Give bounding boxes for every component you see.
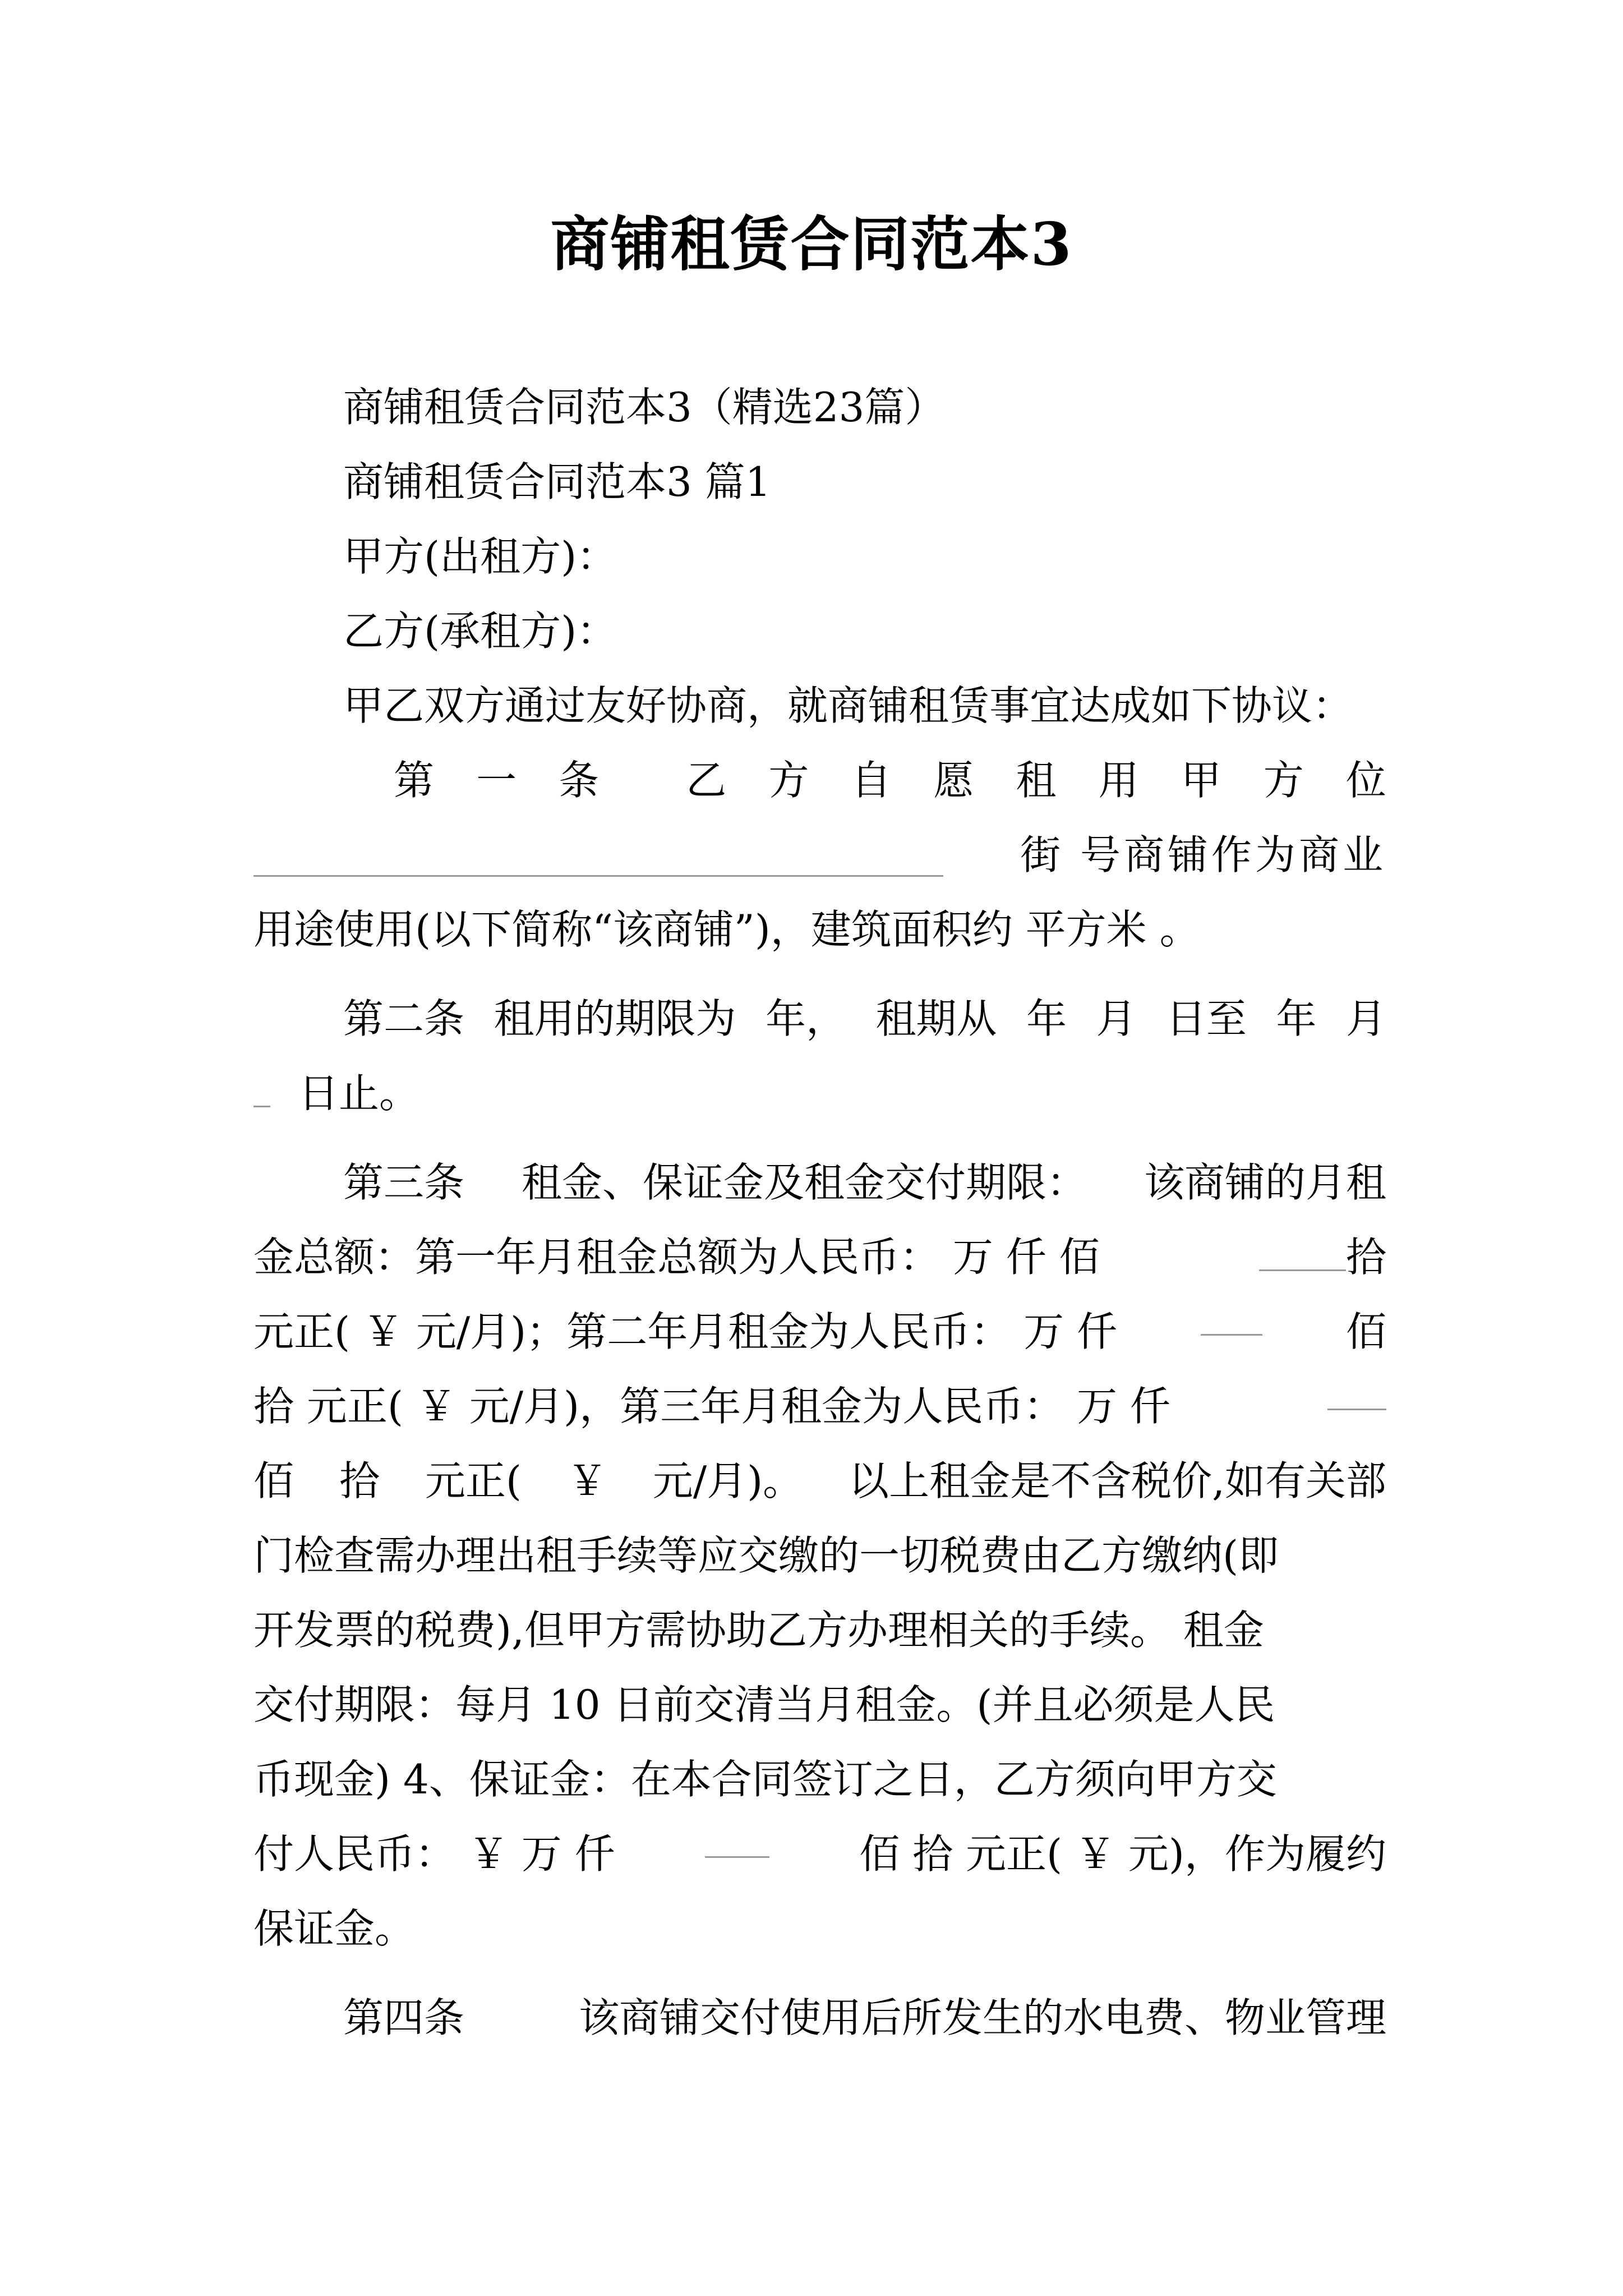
article-3-word: 第三条 [343,1159,465,1206]
article-3-text-end [1259,1220,1386,1295]
article-1-line-3: 用途使用(以下简称“该商铺”)，建筑面积约 平方米 。 [253,906,1200,953]
party-a-line: 甲方(出租方)： [343,533,617,580]
blank-underline [1259,1230,1346,1271]
article-1-line-2 [253,818,1386,892]
article-2-word: 日至 [1165,995,1247,1042]
article-4-word: 该商铺交付使用后所发生的水电费、物业管理 [578,1994,1386,2041]
article-1-word: 乙 [686,757,727,804]
article-3-text: 付人民币： ￥ 万 仟 [253,1830,615,1878]
article-1-word: 第 [394,757,435,804]
article-1-word: 方 [1263,757,1304,804]
article-1-location: 街 号商铺作为商业 [1020,831,1386,878]
section-heading: 商铺租赁合同范本3 篇1 [343,458,771,505]
article-2-word: 年， [765,995,846,1042]
article-3-text: 元正( ￥ 元/月)；第二年月租金为人民币： 万 仟 [253,1308,1117,1355]
article-3-word: 佰 [253,1457,294,1504]
article-3-text: 佰 拾 元正( ￥ 元)，作为履约 [859,1830,1386,1878]
article-3-line-2 [253,1220,1386,1295]
subtitle-line: 商铺租赁合同范本3（精选23篇） [343,384,946,431]
article-3-unit: 佰 [1345,1308,1386,1355]
document-title: 商铺租赁合同范本3 [550,209,1073,279]
article-1-word: 一 [476,757,517,804]
party-b-line: 乙方(承租方)： [343,608,617,655]
article-4-line-1 [253,1981,1386,2055]
article-2-line-2 [253,1056,1386,1131]
article-3-line-1 [253,1145,1386,1220]
article-2-word: 月 [1345,995,1386,1042]
article-2-word: 年 [1026,995,1067,1042]
article-3-word: 元正( [425,1457,522,1504]
agreement-intro: 甲乙双方通过友好协商，就商铺租赁事宜达成如下协议： [343,682,1353,729]
blank-underline [1201,1295,1262,1336]
article-1-word: 自 [851,757,892,804]
article-1-word: 租 [1016,757,1057,804]
article-3-line-9: 币现金) 4、保证金：在本合同签订之日，乙方须向甲方交 [253,1756,1277,1803]
article-2-end: 日止。 [298,1070,420,1117]
article-1-word: 用 [1098,757,1139,804]
blank-underline [705,1817,769,1858]
article-2-word: 年 [1276,995,1317,1042]
article-3-word: 该商铺的月租 [1144,1159,1386,1206]
article-2-word: 租期从 [875,995,997,1042]
article-2-word: 第二条 [343,995,465,1042]
article-3-line-5 [253,1444,1386,1519]
article-3-word: 以上租金是不含税价,如有关部 [849,1457,1386,1504]
article-1-word: 条 [559,757,600,804]
article-3-line-11: 保证金。 [253,1905,416,1952]
article-4-word: 第四条 [343,1994,465,2041]
article-3-line-6: 门检查需办理出租手续等应交缴的一切税费由乙方缴纳(即 [253,1532,1279,1579]
blank-underline [253,1066,270,1107]
article-3-word: 元/月)。 [652,1457,804,1504]
article-2-line-1 [253,982,1386,1056]
article-1-word: 位 [1345,757,1386,804]
article-1-word: 甲 [1181,757,1221,804]
article-3-unit: 拾 [1345,1234,1386,1281]
article-1-word: 愿 [933,757,974,804]
article-3-line-8: 交付期限：每月 10 日前交清当月租金。(并且必须是人民 [253,1681,1275,1728]
article-3-line-3 [253,1295,1386,1369]
article-3-line-7: 开发票的税费),但甲方需协助乙方办理相关的手续。 租金 [253,1607,1264,1654]
article-3-line-10 [253,1817,1386,1892]
article-3-text: 拾 元正( ￥ 元/月)，第三年月租金为人民币： 万 仟 [253,1383,1170,1430]
article-3-line-4 [253,1369,1386,1444]
article-3-word: ￥ [566,1457,607,1504]
article-1-line-1 [253,743,1386,818]
document-body [253,370,1386,2055]
blank-underline [1327,1369,1386,1410]
article-3-text: 金总额：第一年月租金总额为人民币： 万 仟 佰 [253,1234,1100,1281]
article-2-word: 租用的期限为 [494,995,736,1042]
blank-underline [253,836,943,877]
article-1-word: 方 [768,757,809,804]
article-3-word: 拾 [339,1457,380,1504]
article-3-word: 租金、保证金及租金交付期限： [521,1159,1087,1206]
article-2-word: 月 [1096,995,1137,1042]
